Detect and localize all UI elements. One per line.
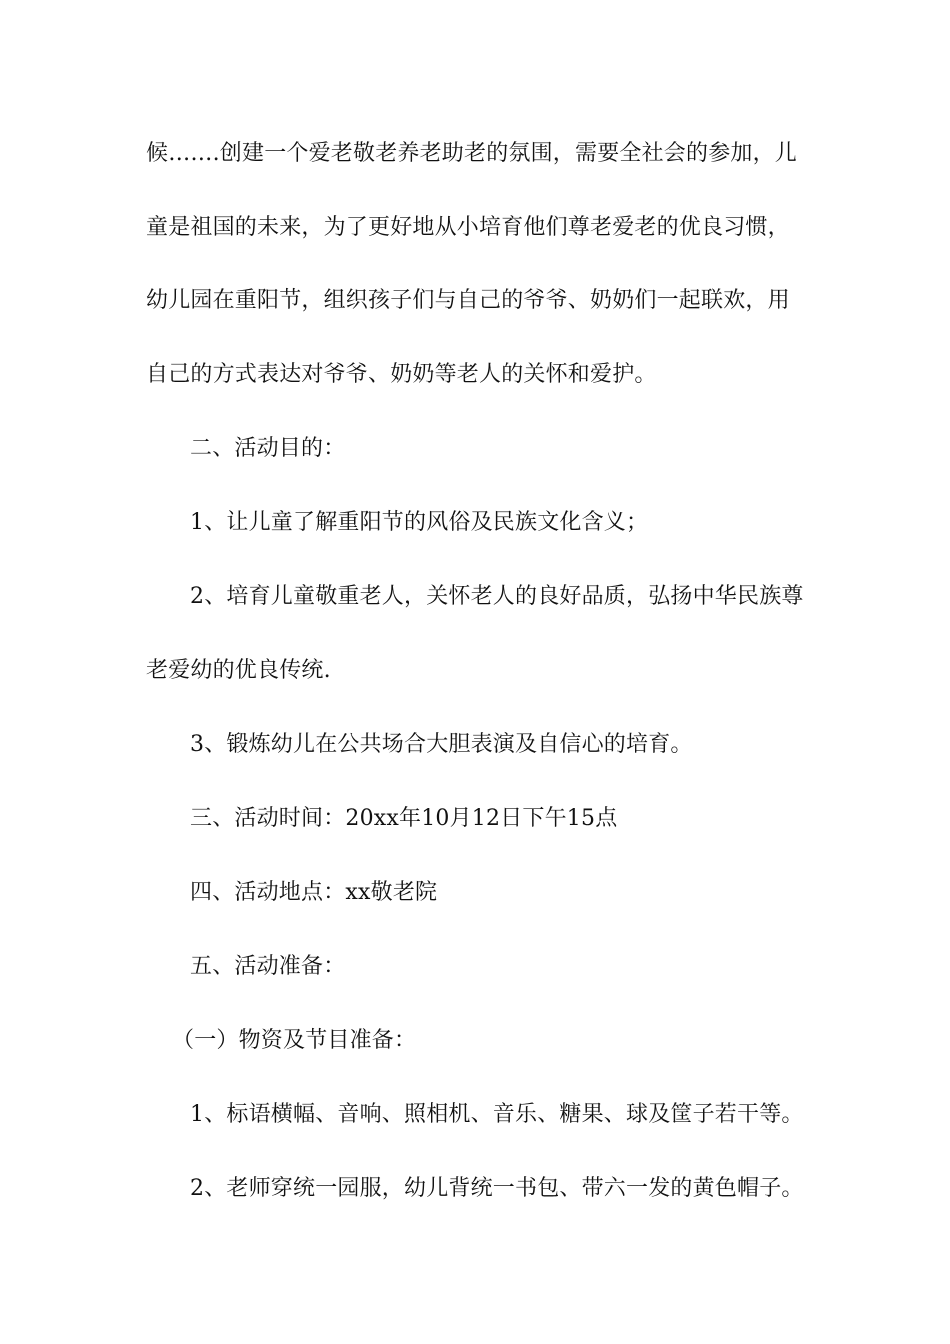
purpose-item-1: 1、让儿童了解重阳节的风俗及民族文化含义； [190,510,649,535]
paragraph-line-4: 自己的方式表达对爷爷、奶奶等老人的关怀和爱护。 [146,362,657,387]
paragraph-line-3: 幼儿园在重阳节，组织孩子们与自己的爷爷、奶奶们一起联欢，用 [146,288,790,313]
purpose-item-2-line-1: 2、培育儿童敬重老人，关怀老人的良好品质，弘扬中华民族尊 [190,584,804,609]
section-heading-time: 三、活动时间：20xx年10月12日下午15点 [190,806,618,831]
purpose-item-2-line-2: 老爱幼的优良传统. [146,658,331,683]
section-heading-location: 四、活动地点：xx敬老院 [190,880,438,905]
paragraph-line-1: 候…….创建一个爱老敬老养老助老的氛围，需要全社会的参加，儿 [146,141,797,166]
paragraph-line-2: 童是祖国的未来，为了更好地从小培育他们尊老爱老的优良习惯， [146,215,790,240]
materials-item-2: 2、老师穿统一园服，幼儿背统一书包、带六一发的黄色帽子。 [190,1176,804,1201]
section-heading-preparation: 五、活动准备： [190,954,346,979]
section-heading-purpose: 二、活动目的： [190,436,346,461]
materials-item-1: 1、标语横幅、音响、照相机、音乐、糖果、球及筐子若干等。 [190,1102,804,1127]
subsection-heading-materials: （一）物资及节目准备： [172,1028,417,1053]
purpose-item-3: 3、锻炼幼儿在公共场合大胆表演及自信心的培育。 [190,732,693,757]
